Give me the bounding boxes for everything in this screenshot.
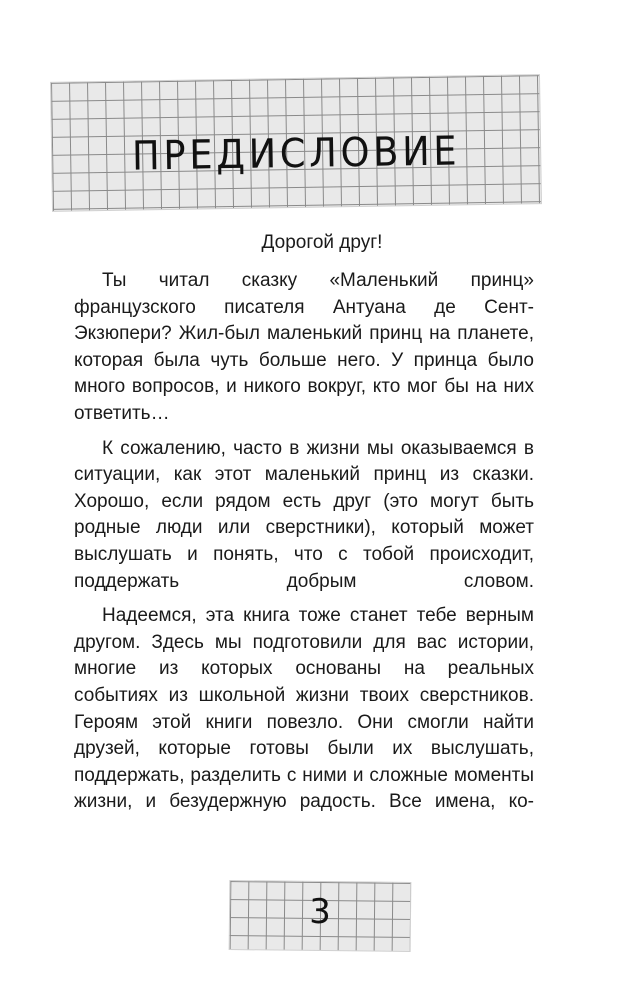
body-text [74, 268, 534, 816]
page-number: 3 [309, 891, 332, 933]
page-number-grid-box [230, 881, 411, 951]
page-title: ПРЕДИСЛОВИЕ [131, 128, 461, 180]
paragraph-3: Надеемся, эта книга тоже станет тебе верным другом. Здесь мы подготовили для вас истории, многие из которых основаны на реальных событиях из школьной жизни твоих сверстников. Героям этой книги повезло. Они смогли найти друзей, которые готовы были их выслушать, поддержать, разделить с ними и сложные моменты жизни, и безудержную радость. Все имена, ко- [74, 605, 534, 813]
greeting-line: Дорогой друг! [261, 232, 383, 253]
paragraph-1: Ты читал сказку «Маленький принц» французского писателя Антуана де Сент-Экзюпери? Жил-был маленький принц на планете, которая была чуть больше него. У принца было много вопросов, и никого вокруг, кто мог бы на них ответить… [74, 270, 534, 424]
paragraph-2: К сожалению, часто в жизни мы оказываемся в ситуации, как этот маленький принц из сказки. Хорошо, если рядом есть друг (это могут быть родные люди или сверстники), который может выслушать и понять, что с тобой происходит, поддержать добрым словом. [74, 437, 534, 592]
title-grid-banner [51, 75, 541, 211]
